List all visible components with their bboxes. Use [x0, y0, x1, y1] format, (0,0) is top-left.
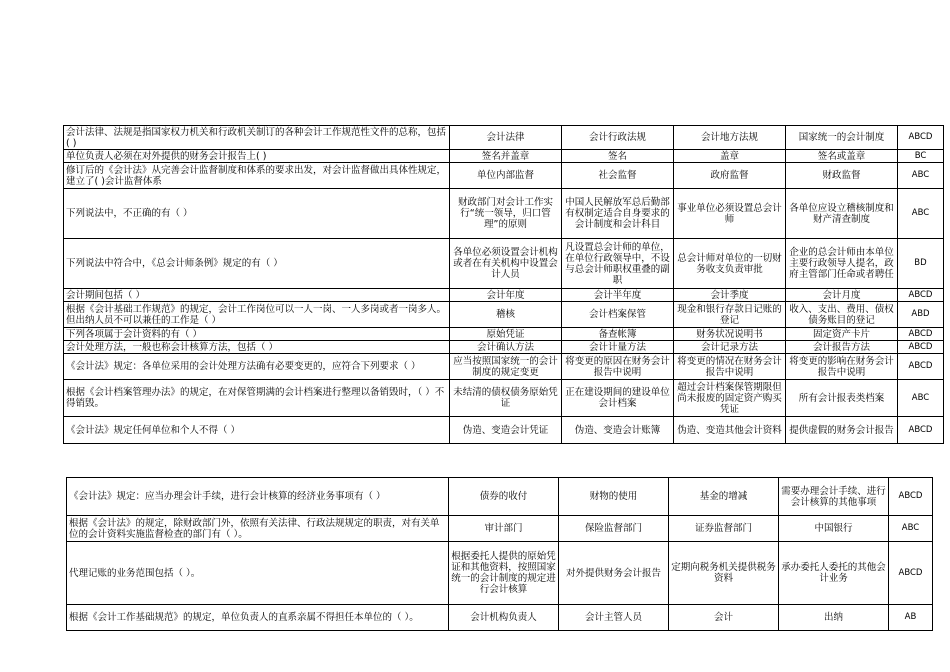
answer-cell: ABC: [898, 380, 944, 417]
option-d-cell: 签名或盖章: [786, 150, 898, 163]
option-b-cell: 社会监督: [562, 163, 674, 189]
option-b-cell: 会计行政法规: [562, 126, 674, 150]
option-d-cell: 财政监督: [786, 163, 898, 189]
option-c-cell: 盖章: [674, 150, 786, 163]
answer-cell: ABC: [889, 516, 933, 542]
option-c-cell: 总会计师对单位的一切财务收支负责审批: [674, 239, 786, 289]
question-cell: 会计法律、法规是指国家权力机关和行政机关制订的各种会计工作规范性文件的总称，包括( ): [64, 126, 450, 150]
option-b-cell: 会计档案保管: [562, 302, 674, 328]
table-row: [64, 354, 944, 380]
option-d-cell: 企业的总会计师由本单位主要行政领导人提名，政府主管部门任命或者聘任: [786, 239, 898, 289]
option-b-cell: 将变更的原因在财务会计报告中说明: [562, 354, 674, 380]
option-c-cell: 现金和银行存款日记账的登记: [674, 302, 786, 328]
question-table-1: [63, 125, 944, 444]
question-cell: 下列说法中符合中，《总会计师条例》规定的有（ ）: [64, 239, 450, 289]
table-row: [67, 542, 933, 605]
option-b-cell: 会计主管人员: [559, 605, 669, 631]
option-c-cell: 财务状况说明书: [674, 328, 786, 341]
option-d-cell: 中国银行: [779, 516, 889, 542]
option-b-cell: 备查帐簿: [562, 328, 674, 341]
table-row: [64, 417, 944, 444]
table-row: [64, 341, 944, 354]
option-d-cell: 需要办理会计手续、进行会计核算的其他事项: [779, 478, 889, 516]
table-row: [64, 239, 944, 289]
option-a-cell: 伪造、变造会计凭证: [450, 417, 562, 444]
option-a-cell: 财政部门对会计工作实行“统一领导，归口管理”的原则: [450, 189, 562, 239]
option-b-cell: 对外提供财务会计报告: [559, 542, 669, 605]
answer-cell: BC: [898, 150, 944, 163]
table-row: [64, 302, 944, 328]
answer-cell: ABCD: [898, 328, 944, 341]
question-cell: 单位负责人必须在对外提供的财务会计报告上( ): [64, 150, 450, 163]
table-row: [64, 126, 944, 150]
question-cell: 《会计法》规定：各单位采用的会计处理方法确有必要变更的，应符合下列要求（ ）: [64, 354, 450, 380]
option-b-cell: 签名: [562, 150, 674, 163]
question-cell: 《会计法》规定：应当办理会计手续，进行会计核算的经济业务事项有（ ）: [67, 478, 449, 516]
option-d-cell: 承办委托人委托的其他会计业务: [779, 542, 889, 605]
option-b-cell: 会计半年度: [562, 289, 674, 302]
option-a-cell: 稽核: [450, 302, 562, 328]
table-row: [64, 163, 944, 189]
option-c-cell: 会计地方法规: [674, 126, 786, 150]
option-d-cell: 固定资产卡片: [786, 328, 898, 341]
question-cell: 下列各项属于会计资料的有（ ）: [64, 328, 450, 341]
answer-cell: ABCD: [898, 354, 944, 380]
question-cell: 根据《会计基础工作规范》的规定，会计工作岗位可以一人一岗、一人多岗或者一岗多人。但出纳人员不可以兼任的工作是（ ）: [64, 302, 450, 328]
option-d-cell: 会计月度: [786, 289, 898, 302]
option-c-cell: 定期向税务机关提供税务资料: [669, 542, 779, 605]
option-a-cell: 审计部门: [449, 516, 559, 542]
table-row: [64, 328, 944, 341]
option-d-cell: 收入、支出、费用、债权债务账目的登记: [786, 302, 898, 328]
answer-cell: ABCD: [898, 289, 944, 302]
option-b-cell: 保险监督部门: [559, 516, 669, 542]
option-b-cell: 财物的使用: [559, 478, 669, 516]
option-b-cell: 凡设置总会计师的单位，在单位行政领导中，不设与总会计师职权重叠的副职: [562, 239, 674, 289]
option-c-cell: 基金的增减: [669, 478, 779, 516]
table-row: [67, 605, 933, 631]
question-cell: 根据《会计工作基础规范》的规定，单位负责人的直系亲属不得担任本单位的（ ）。: [67, 605, 449, 631]
question-cell: 《会计法》规定任何单位和个人不得（ ）: [64, 417, 450, 444]
question-cell: 会计处理方法，一般也称会计核算方法，包括（ ）: [64, 341, 450, 354]
question-cell: 会计期间包括（ ）: [64, 289, 450, 302]
table-row: [64, 289, 944, 302]
option-c-cell: 伪造、变造其他会计资料: [674, 417, 786, 444]
answer-cell: ABCD: [898, 417, 944, 444]
question-cell: 根据《会计档案管理办法》的规定，在对保管期满的会计档案进行整理以备销毁时，（ ）不得销毁。: [64, 380, 450, 417]
table-row: [67, 478, 933, 516]
option-c-cell: 会计: [669, 605, 779, 631]
option-a-cell: 会计确认方法: [450, 341, 562, 354]
option-b-cell: 伪造、变造会计账簿: [562, 417, 674, 444]
option-a-cell: 债券的收付: [449, 478, 559, 516]
option-c-cell: 将变更的情况在财务会计报告中说明: [674, 354, 786, 380]
option-a-cell: 会计机构负责人: [449, 605, 559, 631]
option-c-cell: 证券监督部门: [669, 516, 779, 542]
option-a-cell: 根据委托人提供的原始凭证和其他资料，按照国家统一的会计制度的规定进行会计核算: [449, 542, 559, 605]
answer-cell: ABCD: [889, 478, 933, 516]
option-a-cell: 会计年度: [450, 289, 562, 302]
answer-cell: AB: [889, 605, 933, 631]
option-a-cell: 应当按照国家统一的会计制度的规定变更: [450, 354, 562, 380]
option-b-cell: 中国人民解放军总后勤部有权制定适合自身要求的会计制度和会计科目: [562, 189, 674, 239]
option-d-cell: 国家统一的会计制度: [786, 126, 898, 150]
option-c-cell: 事业单位必须设置总会计师: [674, 189, 786, 239]
answer-cell: ABCD: [898, 126, 944, 150]
option-c-cell: 政府监督: [674, 163, 786, 189]
option-c-cell: 超过会计档案保管期限但尚未报废的固定资产购买凭证: [674, 380, 786, 417]
table-row: [64, 380, 944, 417]
answer-cell: ABCD: [889, 542, 933, 605]
option-d-cell: 各单位应设立稽核制度和财产清查制度: [786, 189, 898, 239]
table-row: [64, 150, 944, 163]
option-b-cell: 正在建设期间的建设单位会计档案: [562, 380, 674, 417]
answer-cell: ABD: [898, 302, 944, 328]
answer-cell: ABC: [898, 163, 944, 189]
answer-cell: BD: [898, 239, 944, 289]
option-d-cell: 提供虚假的财务会计报告: [786, 417, 898, 444]
answer-cell: ABCD: [898, 341, 944, 354]
question-cell: 根据《会计法》的规定，除财政部门外，依照有关法律、行政法规规定的职责，对有关单位的会计资料实施监督检查的部门有（ ）。: [67, 516, 449, 542]
option-a-cell: 签名并盖章: [450, 150, 562, 163]
question-cell: 下列说法中，不正确的有（ ）: [64, 189, 450, 239]
option-d-cell: 所有会计报表类档案: [786, 380, 898, 417]
table-row: [67, 516, 933, 542]
answer-cell: ABC: [898, 189, 944, 239]
option-a-cell: 未结清的债权债务原始凭证: [450, 380, 562, 417]
option-d-cell: 将变更的影响在财务会计报告中说明: [786, 354, 898, 380]
question-cell: 代理记账的业务范围包括（ ）。: [67, 542, 449, 605]
option-c-cell: 会计季度: [674, 289, 786, 302]
option-d-cell: 出纳: [779, 605, 889, 631]
question-cell: 修订后的《会计法》从完善会计监督制度和体系的要求出发，对会计监督做出具体性规定，建立了( )会计监督体系: [64, 163, 450, 189]
table-row: [64, 189, 944, 239]
option-b-cell: 会计计量方法: [562, 341, 674, 354]
option-a-cell: 会计法律: [450, 126, 562, 150]
option-a-cell: 各单位必须设置会计机构或者在有关机构中设置会计人员: [450, 239, 562, 289]
option-a-cell: 原始凭证: [450, 328, 562, 341]
question-table-2: [66, 477, 933, 631]
option-a-cell: 单位内部监督: [450, 163, 562, 189]
option-c-cell: 会计记录方法: [674, 341, 786, 354]
option-d-cell: 会计报告方法: [786, 341, 898, 354]
